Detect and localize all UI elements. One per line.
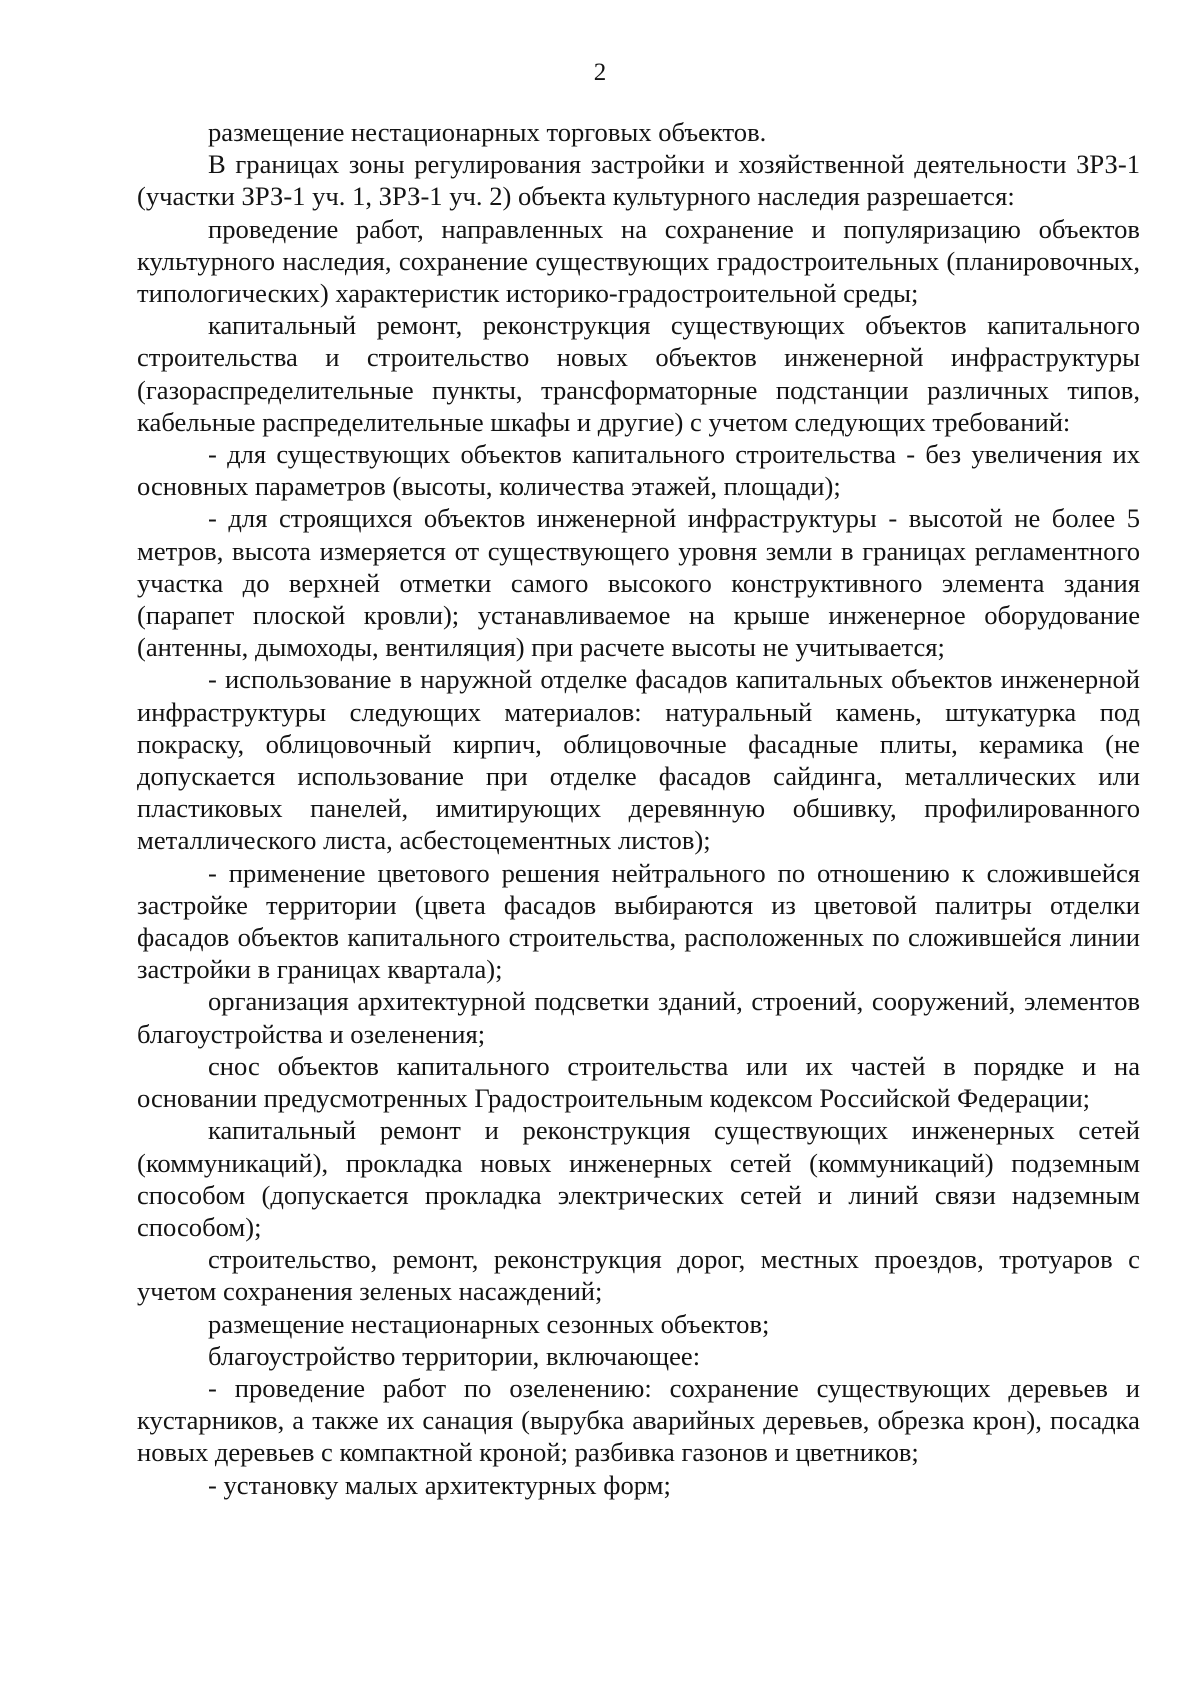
paragraph-height-limit-requirement: - для строящихся объектов инженерной инфраструктуры - высотой не более 5 метров, высота измеряется от существующего уровня земли в границах регламентного участка до верхней отметки самого высокого конструктивного элемента здания (парапет плоской кровли); устанавливаемое на крыше инженерное оборудование (антенны, дымоходы, вентиляция) при расчете высоты не учитывается; xyxy=(137,503,1140,663)
paragraph-roads-construction: строительство, ремонт, реконструкция дорог, местных проездов, тротуаров с учетом сохранения зеленых насаждений; xyxy=(137,1244,1140,1307)
paragraph-greening-works: - проведение работ по озеленению: сохранение существующих деревьев и кустарников, а также их санация (вырубка аварийных деревьев, обрезка крон), посадка новых деревьев с компактной кроной; разбивка газонов и цветников; xyxy=(137,1372,1140,1468)
paragraph-heritage-preservation: проведение работ, направленных на сохранение и популяризацию объектов культурного наследия, сохранение существующих градостроительных (планировочных, типологических) характеристик историко-градостроительной среды; xyxy=(137,213,1140,309)
paragraph-zrz-zone-intro: В границах зоны регулирования застройки и хозяйственной деятельности ЗРЗ-1 (участки ЗРЗ-1 уч. 1, ЗРЗ-1 уч. 2) объекта культурного наследия разрешается: xyxy=(137,149,1140,212)
paragraph-existing-objects-requirement: - для существующих объектов капитального строительства - без увеличения их основных параметров (высоты, количества этажей, площади); xyxy=(137,439,1140,502)
paragraph-seasonal-objects: размещение нестационарных сезонных объектов; xyxy=(208,1308,770,1339)
paragraph-engineering-networks: капитальный ремонт и реконструкция существующих инженерных сетей (коммуникаций), прокладка новых инженерных сетей (коммуникаций) подземным способом (допускается прокладка электрических сетей и линий связи надземным способом); xyxy=(137,1115,1140,1242)
paragraph-nonstationary-trade: размещение нестационарных торговых объектов. xyxy=(208,117,767,147)
page-number: 2 xyxy=(593,59,607,86)
paragraph-demolition: снос объектов капитального строительства или их частей в порядке и на основании предусмотренных Градостроительным кодексом Российской Федерации; xyxy=(137,1050,1140,1114)
paragraph-architectural-lighting: организация архитектурной подсветки зданий, строений, сооружений, элементов благоустройства и озеленения; xyxy=(137,986,1140,1049)
paragraph-capital-repair-infrastructure: капитальный ремонт, реконструкция существующих объектов капитального строительства и строительство новых объектов инженерной инфраструктуры (газораспределительные пункты, трансформаторные подстанции различных типов, кабельные распределительные шкафы и другие) с учетом следующих требований: xyxy=(137,310,1140,437)
paragraph-landscaping-intro: благоустройство территории, включающее: xyxy=(208,1340,701,1371)
paragraph-color-solution-requirement: - применение цветового решения нейтрального по отношению к сложившейся застройке территории (цвета фасадов выбираются из цветовой палитры отделки фасадов объектов капитального строительства, расположенных по сложившейся линии застройки в границах квартала); xyxy=(137,857,1140,985)
paragraph-small-architectural-forms: - установку малых архитектурных форм; xyxy=(208,1469,671,1500)
paragraph-facade-materials-requirement: - использование в наружной отделке фасадов капитальных объектов инженерной инфраструктуры следующих материалов: натуральный камень, штукатурка под покраску, облицовочный кирпич, облицовочные фасадные плиты, керамика (не допускается использование при отделке фасадов сайдинга, металлических или пластиковых панелей, имитирующих деревянную обшивку, профилированного металлического листа, асбестоцементных листов); xyxy=(137,664,1140,856)
document-body xyxy=(137,116,1140,1501)
